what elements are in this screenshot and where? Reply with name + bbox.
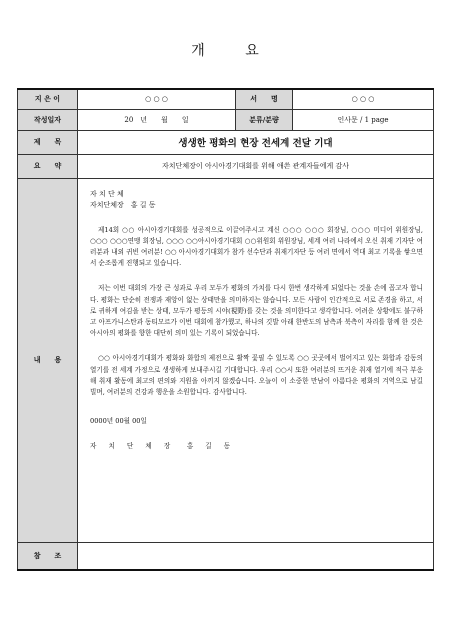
subject-value: 생생한 평화의 현장 전세계 전달 기대 <box>78 130 434 154</box>
speaker-value: ○ ○ ○ <box>293 89 434 109</box>
reference-value <box>78 542 434 570</box>
date-label: 작성일자 <box>18 109 78 130</box>
page-title: 개 요 <box>191 43 277 59</box>
author-value: ○ ○ ○ <box>78 89 236 109</box>
date-value: 20 년 월 일 <box>78 109 236 130</box>
summary-value: 자치단체장이 아시아경기대회를 위해 애쓴 관계자들에게 감사 <box>78 154 434 178</box>
summary-label: 요 약 <box>18 154 78 178</box>
content-paragraph-2: 저는 이번 대회의 가장 큰 성과로 우리 모두가 평화의 가치를 다시 한번 생각하게 되었다는 것을 손에 꼽고자 합니다. 평화는 단순히 전쟁과 재앙이 없는 상태만을 의미하지는 않습니다. 모든 사람이 인간적으로 서로 존경을 하고, 서로 귀하게 여김을 받는 상태, 모두가 평등의 시야(視野)를 갖는 것을 의미한다고 생각합니다. 어려운 상황에도 불구하고 아프가니스탄과 동티모르가 이번 대회에 참가했고, 하나의 깃발 아래 한반도의 남측과 북측이 자리를 함께 한 것은 아시아의 평화를 향한 대단히 의미 있는 기록이 되었습니다. <box>90 284 423 338</box>
content-address-person: 자치단체장 홍 길 동 <box>90 200 156 209</box>
content-address-org: 자 치 단 체 <box>90 189 124 198</box>
reference-label: 참 조 <box>18 542 78 570</box>
content-signature: 자 치 단 체 장 홍 길 동 <box>90 442 236 451</box>
author-label: 지 은 이 <box>18 89 78 109</box>
reference-row <box>18 542 434 570</box>
subject-row <box>18 130 434 154</box>
content-row <box>18 178 434 542</box>
subject-label: 제 목 <box>18 130 78 154</box>
content-date: 0000년 00월 00일 <box>90 417 147 426</box>
content-paragraph-3: ○○ 아시아경기대회가 평화와 화합의 제전으로 활짝 꽃필 수 있도록 ○○ 곳곳에서 벌어지고 있는 화합과 감동의 열기를 전 세계 가정으로 생생하게 보내주시길 기대합니다. 우리 ○○시 또한 여러분의 뜨거운 취재 열기에 적극 부응해 취재 활동에 최고의 편의와 지원을 아끼지 않겠습니다. 오늘이 이 소중한 만남이 아름다운 평화의 겨역으로 남길 빌며, 여러분의 건강과 행운을 소원합니다. 감사합니다. <box>90 354 423 396</box>
content-label: 내 용 <box>18 178 78 542</box>
category-value: 인사문 / 1 page <box>293 109 434 130</box>
summary-row <box>18 154 434 178</box>
category-label: 분류/분량 <box>236 109 293 130</box>
info-row-author <box>18 89 434 109</box>
info-row-date <box>18 109 434 130</box>
speaker-label: 서 명 <box>236 89 293 109</box>
content-paragraph-1: 제14회 ○○ 아시아경기대회를 성공적으로 이끌어주시고 계신 ○○○ ○○○ 회장님, ○○○ 미디어 위원장님, ○○○ ○○○연맹 회장님, ○○○ ○○아시아경기대회 ○○위원회 위원장님, 세계 여러 나라에서 오신 취재 기자단 여러분과 내외 귀빈 여러분! ○○ 아시아경기대회가 참가 선수단과 취재기자단 등 여러 면에서 역대 최고 기록을 쌓으면서 순조롭게 진행되고 있습니다. <box>90 225 423 268</box>
content-body <box>78 178 434 542</box>
document-table <box>17 88 434 571</box>
